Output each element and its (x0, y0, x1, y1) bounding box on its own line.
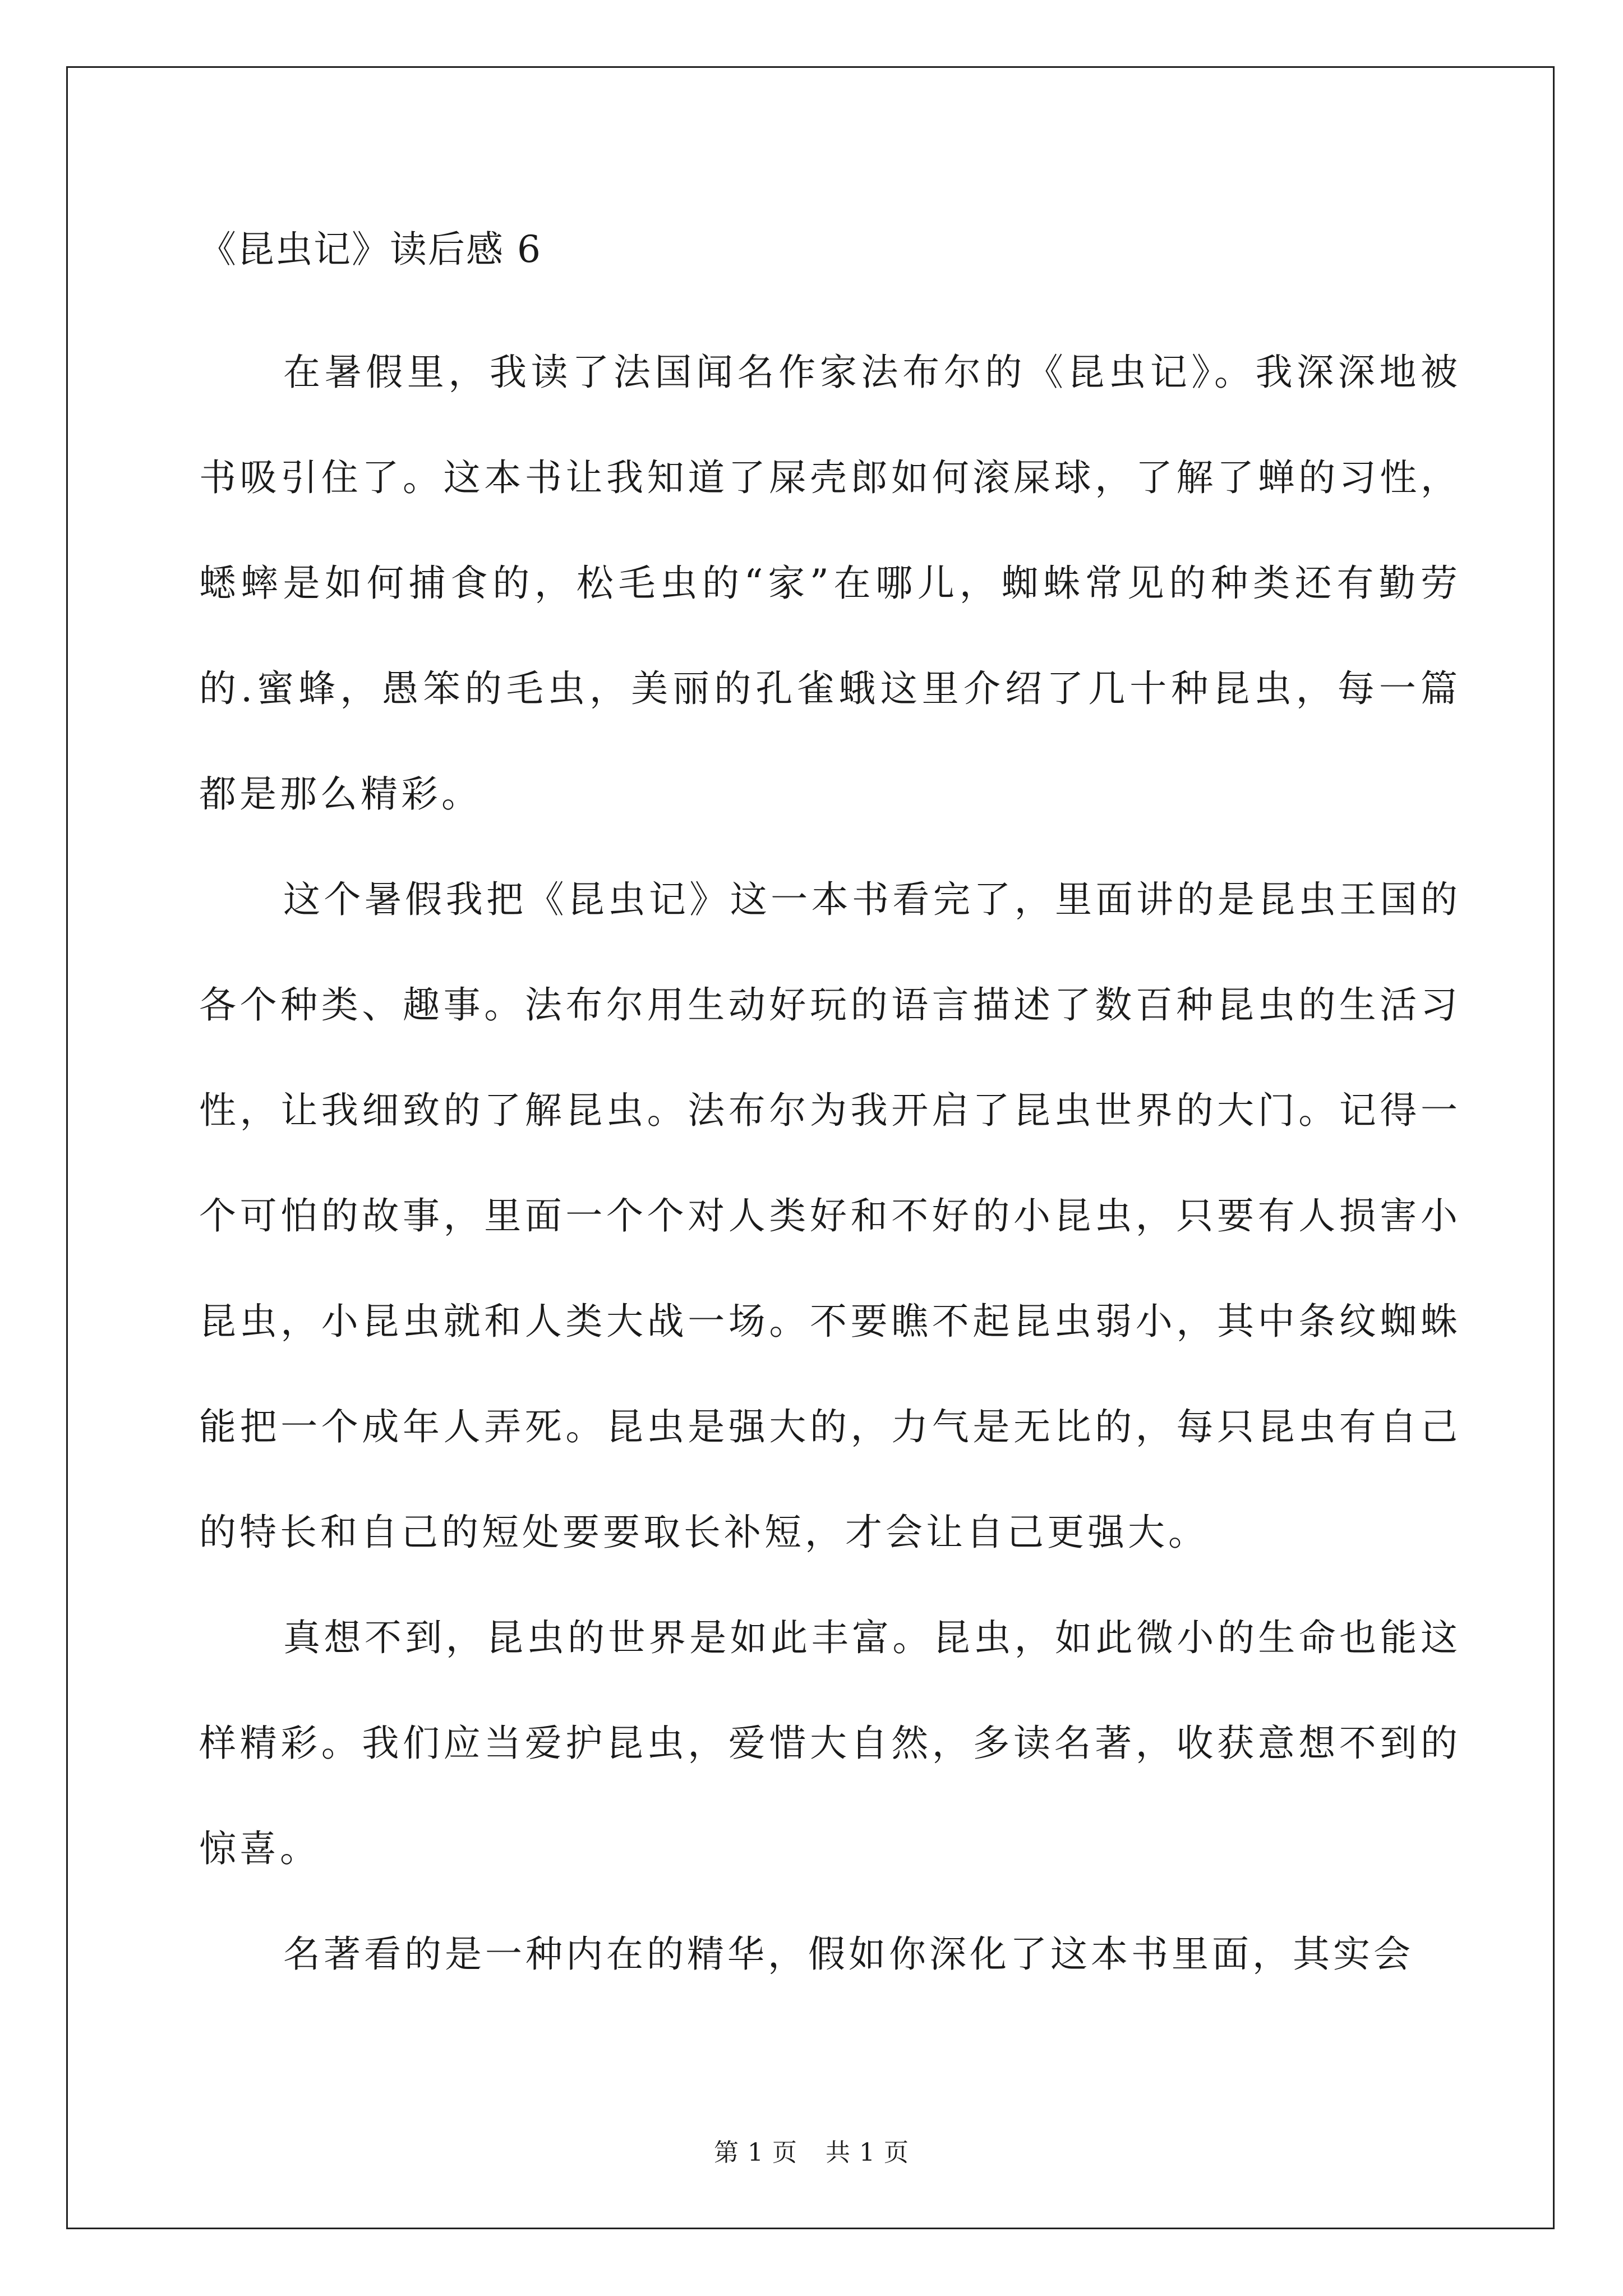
document-body (199, 213, 1461, 2007)
page-footer (0, 2136, 1623, 2170)
document-title: 《昆虫记》读后感 6 (199, 228, 542, 271)
paragraph-2: 这个暑假我把《昆虫记》这一本书看完了，里面讲的是昆虫王国的各个种类、趣事。法布尔用生动好玩的语言描述了数百种昆虫的生活习性，让我细致的了解昆虫。法布尔为我开启了昆虫世界的大门。记得一个可怕的故事，里面一个个对人类好和不好的小昆虫，只要有人损害小昆虫，小昆虫就和人类大战一场。不要瞧不起昆虫弱小，其中条纹蜘蛛能把一个成年人弄死。昆虫是强大的，力气是无比的，每只昆虫有自己的特长和自己的短处要要取长补短，才会让自己更强大。 (199, 878, 1461, 1554)
paragraph-3: 真想不到，昆虫的世界是如此丰富。昆虫，如此微小的生命也能这样精彩。我们应当爱护昆虫，爱惜大自然，多读名著，收获意想不到的惊喜。 (199, 1616, 1461, 1870)
page-total: 共 1 页 (826, 2138, 909, 2167)
paragraph-1: 在暑假里，我读了法国闻名作家法布尔的《昆虫记》。我深深地被书吸引住了。这本书让我知道了屎壳郎如何滚屎球，了解了蝉的习性，蟋蟀是如何捕食的，松毛虫的“家”在哪儿，蜘蛛常见的种类还有勤劳的.蜜蜂，愚笨的毛虫，美丽的孔雀蛾这里介绍了几十种昆虫，每一篇都是那么精彩。 (199, 351, 1461, 816)
paragraph-4: 名著看的是一种内在的精华，假如你深化了这本书里面，其实会 (283, 1932, 1414, 1976)
page-number: 第 1 页 (714, 2138, 797, 2167)
